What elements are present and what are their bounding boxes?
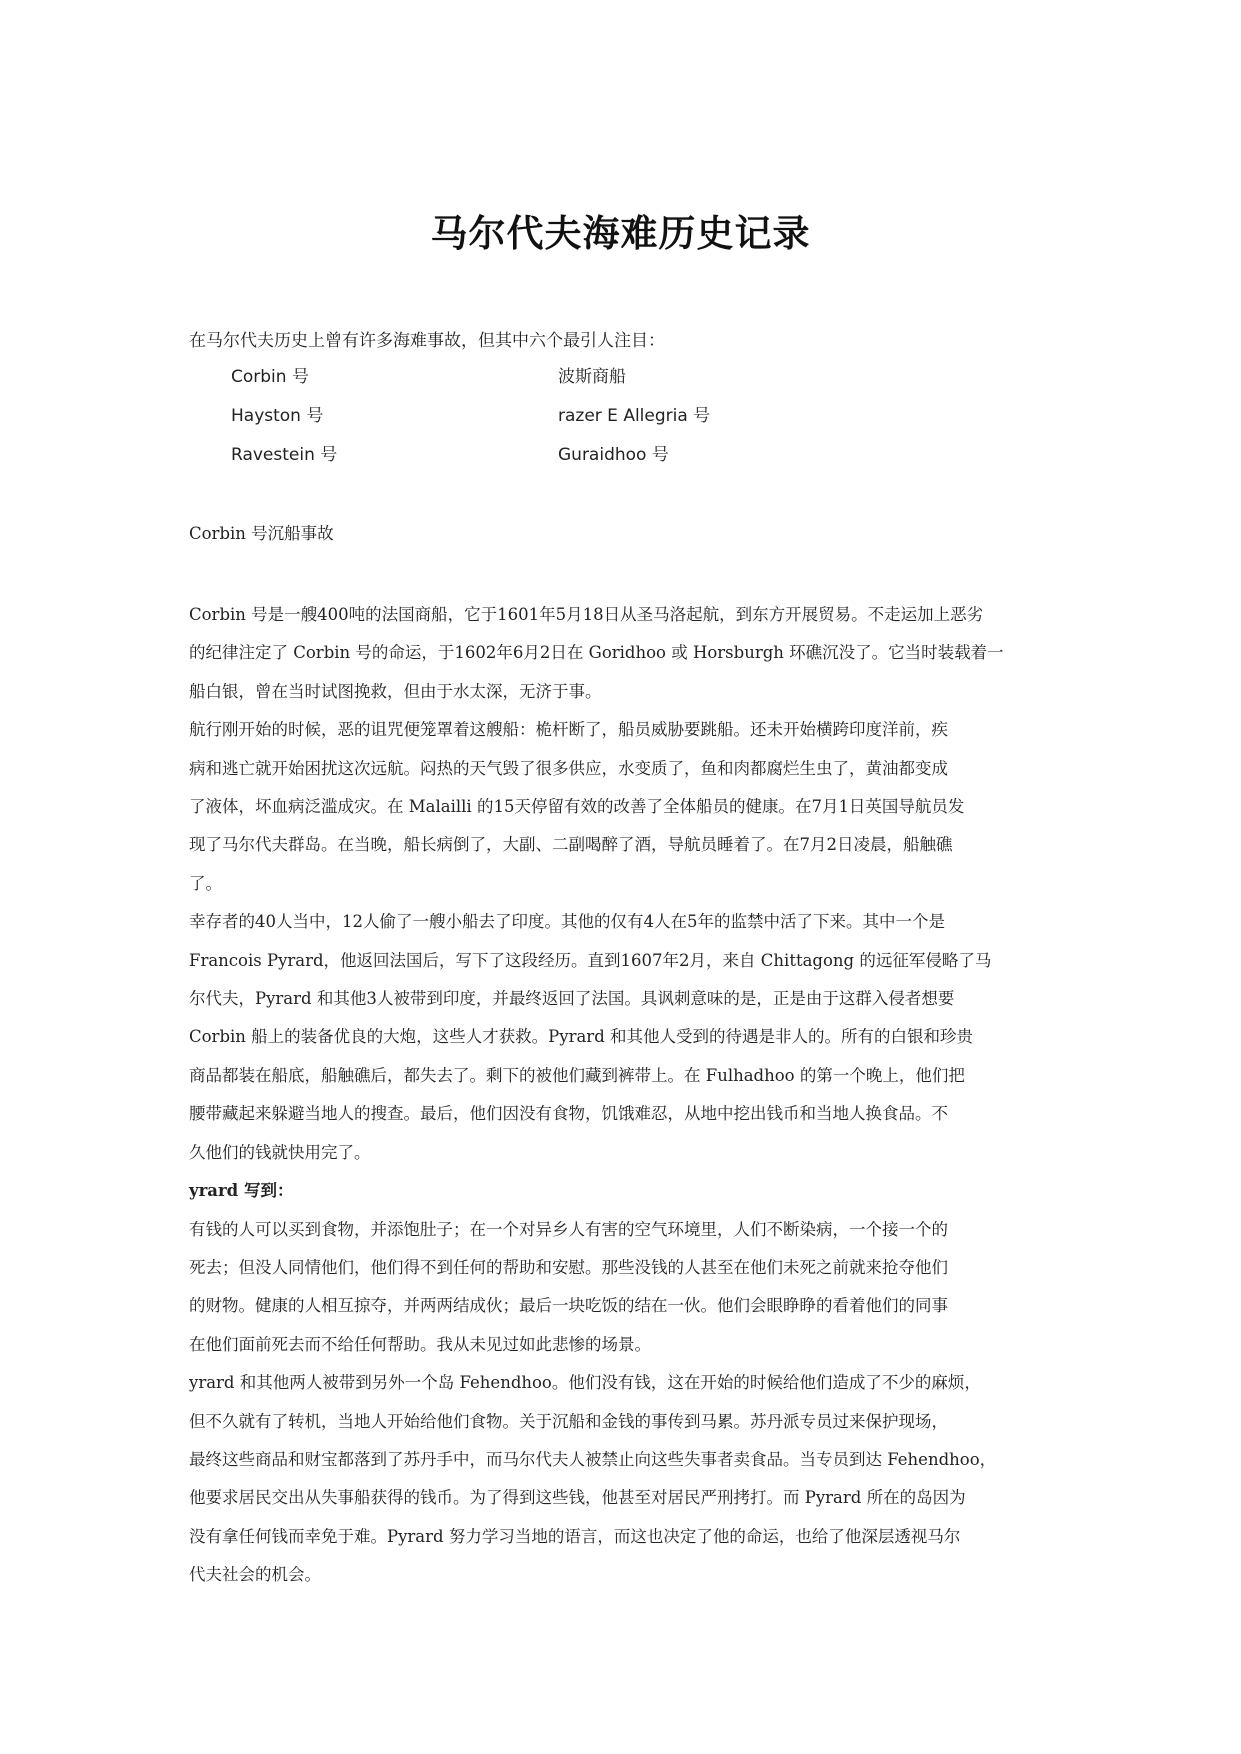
ship-list [231, 363, 791, 480]
document-title: 马尔代夫海难历史记录 [430, 211, 811, 255]
ship-name: Hayston 号 [231, 406, 324, 426]
quote-heading: yrard 写到： [189, 1181, 294, 1201]
ship-row [231, 441, 791, 480]
body-paragraph: yrard 和其他两人被带到另外一个岛 Fehendhoo。他们没有钱，这在开始的时候给他们造成了不少的麻烦， 但不久就有了转机，当地人开始给他们食物。关于沉船和金钱的事传到马累。苏丹派专员过来保护现场， 最终这些商品和财宝都落到了苏丹手中，而马尔代夫人被禁止向这些失事者卖食品。当专员到达 Fehendhoo， 他要求居民交出从失事船获得的钱币。为了得到这些钱，他甚至对居民严刑拷打。而 Pyrard 所在的岛因为 没有拿任何钱而幸免于难。Pyrard 努力学习当地的语言，而这也决定了他的命运，也给了他深层透视马尔 代夫社会的机会。 [189, 1373, 997, 1585]
document-body [189, 596, 1055, 1595]
section-title: Corbin 号沉船事故 [189, 524, 334, 543]
ship-row [231, 402, 791, 441]
body-paragraph: 航行刚开始的时候，恶的诅咒便笼罩着这艘船：桅杆断了，船员威胁要跳船。还未开始横跨印度洋前，疾 病和逃亡就开始困扰这次远航。闷热的天气毁了很多供应，水变质了，鱼和肉都腐烂生虫了，黄油都变成 了液体，坏血病泛滥成灾。在 Malailli 的15天停留有效的改善了全体船员的健康。在7月1日英国导航员发 现了马尔代夫群岛。在当晚，船长病倒了，大副、二副喝醉了酒，导航员睡着了。在7月2日凌晨，船触礁 了。 [189, 720, 965, 893]
ship-name: razer E Allegria 号 [558, 406, 711, 426]
ship-row [231, 363, 791, 402]
body-paragraph: Corbin 号是一艘400吨的法国商船，它于1601年5月18日从圣马洛起航，到东方开展贸易。不走运加上恶劣 的纪律注定了 Corbin 号的命运，于1602年6月2日在 Goridhoo 或 Horsburgh 环礁沉没了。它当时装载着一 船白银，曾在当时试图挽救，但由于水太深，无济于事。 [189, 605, 1004, 701]
ship-name: Ravestein 号 [231, 445, 338, 465]
ship-name: Guraidhoo 号 [558, 445, 669, 465]
intro-text: 在马尔代夫历史上曾有许多海难事故，但其中六个最引人注目： [189, 331, 665, 351]
quote-paragraph: 有钱的人可以买到食物，并添饱肚子；在一个对异乡人有害的空气环境里，人们不断染病，一个接一个的 死去；但没人同情他们，他们得不到任何的帮助和安慰。那些没钱的人甚至在他们未死之前就来抢夺他们 的财物。健康的人相互掠夺，并两两结成伙；最后一块吃饭的结在一伙。他们会眼睁睁的看着他们的同事 在他们面前死去而不给任何帮助。我从未见过如此悲惨的场景。 [189, 1219, 948, 1354]
body-paragraph: 幸存者的40人当中，12人偷了一艘小船去了印度。其他的仅有4人在5年的监禁中活了下来。其中一个是 Francois Pyrard，他返回法国后，写下了这段经历。直到1607年2月，来自 Chittagong 的远征军侵略了马 尔代夫，Pyrard 和其他3人被带到印度，并最终返回了法国。具讽刺意味的是，正是由于这群入侵者想要 Corbin 船上的装备优良的大炮，这些人才获救。Pyrard 和其他人受到的待遇是非人的。所有的白银和珍贵 商品都装在船底，船触礁后，都失去了。剩下的被他们藏到裤带上。在 Fulhadhoo 的第一个晚上，他们把 腰带藏起来躲避当地人的搜查。最后，他们因没有食物，饥饿难忍，从地中挖出钱币和当地人换食品。不 久他们的钱就快用完了。 [189, 912, 992, 1162]
ship-name: Corbin 号 [231, 367, 309, 387]
ship-name: 波斯商船 [558, 367, 626, 387]
